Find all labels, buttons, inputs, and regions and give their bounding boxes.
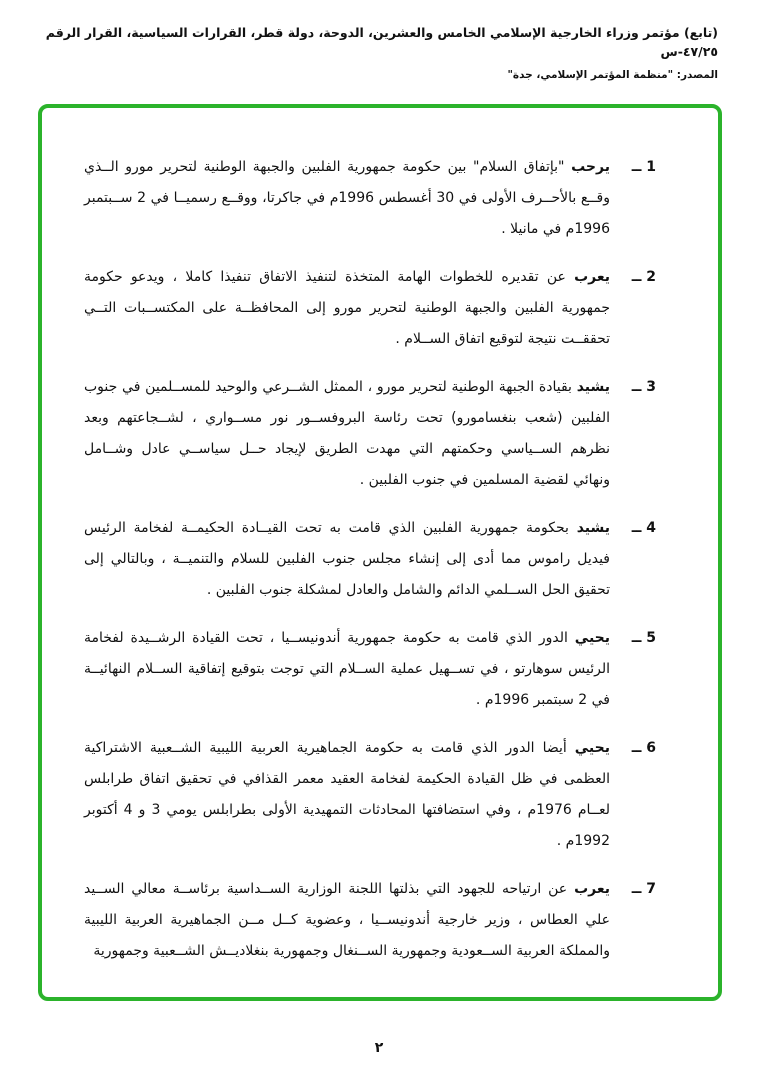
item-body-text: عن ارتياحه للجهود التي بذلتها اللجنة الوزارية الســداسية برئاســة معالي الســيد علي العطاس ، وزير خارجية أندونيســيا ، وعضوية كــل مــن الجماهيرية العربية الليبية والمملكة العربية الســعودية وجمهورية الســنغال وجمهورية بنغلاديــش الشــعبية وجمهورية [84,881,610,959]
page-footer [0,1040,758,1056]
resolution-item-4 [84,513,656,606]
item-number: 5 ــ [631,630,656,646]
item-lead-word: يعرب [574,881,610,897]
resolution-item-6 [84,733,656,857]
item-number: 4 ــ [631,520,656,536]
resolution-item-3 [84,372,656,496]
resolution-item-5 [84,623,656,716]
item-lead-word: يرحب [571,159,610,175]
document-header [0,0,758,81]
item-number: 1 ــ [631,159,656,175]
item-text [84,513,610,606]
item-number: 2 ــ [631,269,656,285]
item-text [84,152,610,245]
item-text [84,874,610,967]
item-body-text: الدور الذي قامت به حكومة جمهورية أندونيســيا ، تحت القيادة الرشــيدة لفخامة الرئيس سوهارتو ، في تســهيل عملية الســلام التي توجت بتوقيع إتفاقية الســلام النهائيــة في 2 سبتمبر 1996م . [84,630,610,708]
item-lead-word: يشيد [576,520,611,536]
item-number: 7 ــ [631,881,656,897]
item-number: 6 ــ [631,740,656,756]
item-text [84,372,610,496]
item-lead-word: يعرب [574,269,610,285]
item-body-text: بحكومة جمهورية الفلبين الذي قامت به تحت القيــادة الحكيمــة لفخامة الرئيس فيديل راموس مما أدى إلى إنشاء مجلس جنوب الفلبين للسلام والتنميــة ، وبالتالي إلى تحقيق الحل الســلمي الدائم والشامل والعادل لمشكلة جنوب الفلبين . [84,520,610,598]
resolution-item-7 [84,874,656,967]
resolution-item-1 [84,152,656,245]
page-number: ٢ [374,1040,384,1056]
item-text [84,262,610,355]
item-body-text: عن تقديره للخطوات الهامة المتخذة لتنفيذ الاتفاق تنفيذا كاملا ، ويدعو حكومة جمهورية الفلبين والجبهة الوطنية لتحرير مورو إلى المحافظــة على المكتســبات التــي تحققــت نتيجة لتوقيع اتفاق الســلام . [84,269,610,347]
item-text [84,733,610,857]
content-border-box [38,104,722,1001]
item-lead-word: يشيد [576,379,611,395]
resolution-item-2 [84,262,656,355]
header-source: المصدر: "منظمة المؤتمر الإسلامي، جدة" [507,68,718,81]
item-body-text: أيضا الدور الذي قامت به حكومة الجماهيرية العربية الليبية الشــعبية الاشتراكية العظمى في ظل القيادة الحكيمة لفخامة العقيد معمر القذافي في تحقيق اتفاق طرابلس لعــام 1976م ، وفي استضافتها المحادثات التمهيدية الأولى بطرابلس يومي 3 و 4 أكتوبر 1992م . [84,740,610,849]
header-title: (تابع) مؤتمر وزراء الخارجية الإسلامي الخامس والعشرين، الدوحة، دولة قطر، القرارات السياسية، القرار الرقم ٤٧/٢٥-س [45,25,718,59]
item-lead-word: يحيي [574,630,611,646]
item-body-text: بقيادة الجبهة الوطنية لتحرير مورو ، الممثل الشــرعي والوحيد للمســلمين في جنوب الفلبين (شعب بنغسامورو) تحت رئاسة البروفســور نور مســواري ، لشــجاعتهم وبعد نظرهم الســياسي وحكمتهم التي مهدت الطريق لإيجاد حــل سياســي عادل وشــامل ونهائي لقضية المسلمين في جنوب الفلبين . [84,379,610,488]
item-text [84,623,610,716]
item-lead-word: يحيي [574,740,610,756]
item-number: 3 ــ [631,379,656,395]
item-body-text: "بإتفاق السلام" بين حكومة جمهورية الفلبين والجبهة الوطنية لتحرير مورو الــذي وقــع بالأحــرف الأولى في 30 أغسطس 1996م في جاكرتا، ووقــع رسميــا في 2 ســبتمبر 1996م في مانيلا . [84,159,610,237]
